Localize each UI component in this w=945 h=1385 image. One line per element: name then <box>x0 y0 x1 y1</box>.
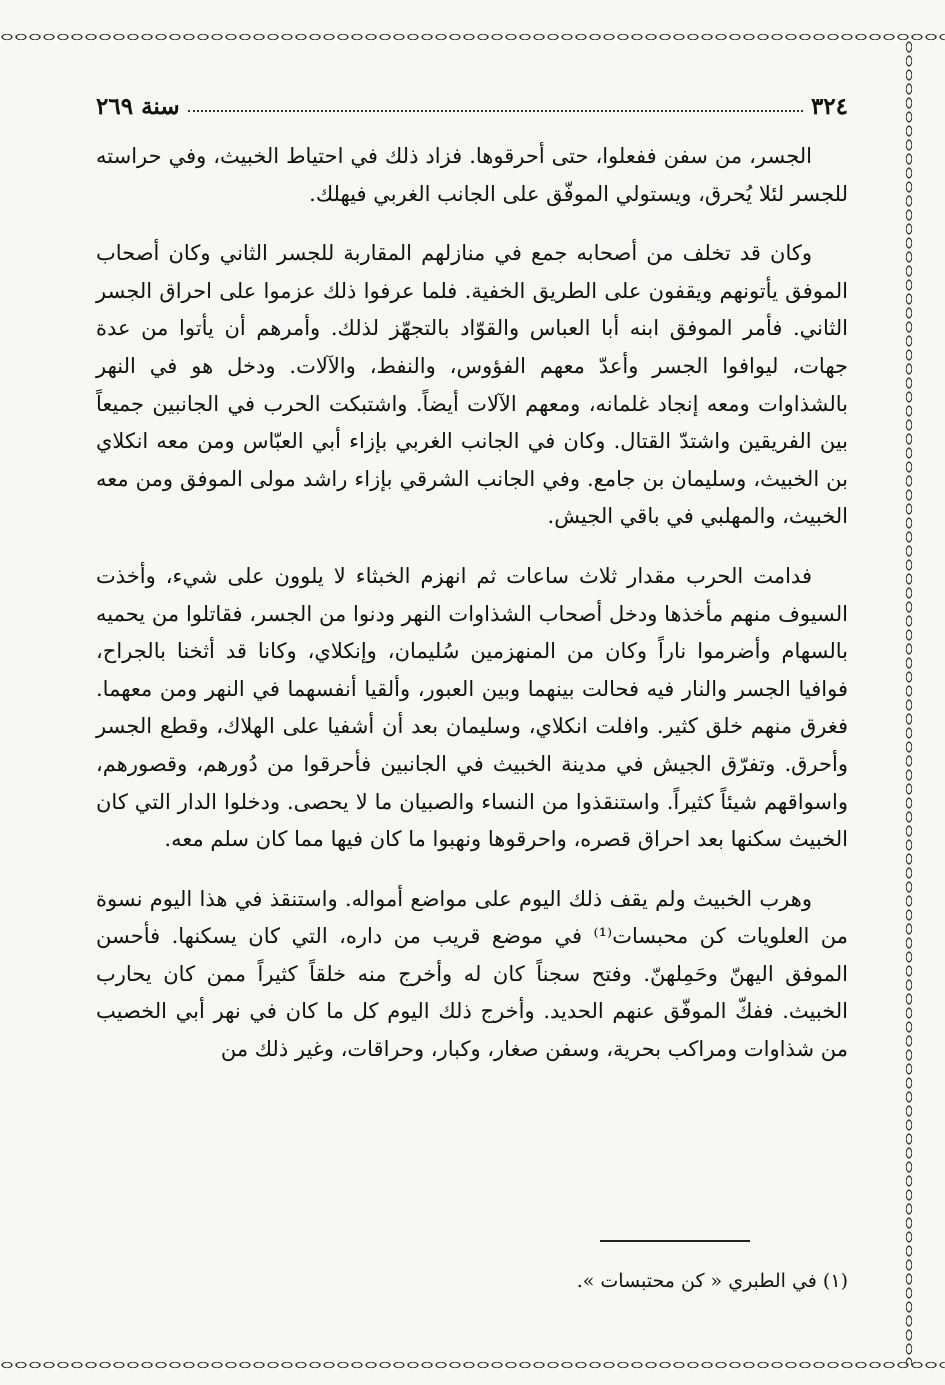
body-text <box>96 138 848 1069</box>
decorative-border-bottom <box>0 1358 945 1372</box>
page-number: ٣٢٤ <box>810 93 848 120</box>
paragraph-1: الجسر، من سفن ففعلوا، حتى أحرقوها. فزاد ذلك في احتياط الخبيث، وفي حراسته للجسر لئلا يُحرق، ويستولي الموفّق على الجانب الغربي فيهلك. <box>96 144 848 206</box>
paragraph-2: وكان قد تخلف من أصحابه جمع في منازلهم المقاربة للجسر الثاني وكان أصحاب الموفق يأتونهم ويقفون على الطريق الخفية. فلما عرفوا ذلك عزموا على احراق الجسر الثاني. فأمر الموفق ابنه أبا العباس والقوّاد بالتجهّز لذلك. وأمرهم أن يأتوا من عدة جهات، ليوافوا الجسر وأعدّ معهم الفؤوس، والنفط، والآلات. ودخل هو في النهر بالشذاوات ومعه إنجاد غلمانه، ومعهم الآلات أيضاً. واشتبكت الحرب في الجانبين جميعاً بين الفريقين واشتدّ القتال. وكان في الجانب الغربي بإزاء أبي العبّاس ومن معه انكلاي بن الخبيث، وسليمان بن جامع. وفي الجانب الشرقي بإزاء راشد مولى الموفق ومن معه الخبيث، والمهلبي في باقي الجيش. <box>96 241 848 529</box>
footnote: (١) في الطبري « كن محتبسات ». <box>576 1270 848 1292</box>
year-label: سنة ٢٦٩ <box>96 93 180 120</box>
header-dots <box>188 110 803 112</box>
page-content <box>96 88 848 1338</box>
running-header <box>96 88 848 120</box>
paragraph-4: وهرب الخبيث ولم يقف ذلك اليوم على مواضع أمواله. واستنقذ في هذا اليوم نسوة من العلويات كن محبسات⁽¹⁾ في موضع قريب من داره، التي كان يسكنها. فأحسن الموفق اليهنّ وحَمِلهنّ. وفتح سجناً كان له وأخرج منه خلقاً كثيراً ممن كان يحارب الخبيث. ففكّ الموفّق عنهم الحديد. وأخرج ذلك اليوم كل ما كان في نهر أبي الخصيب من شذاوات ومراكب بحرية، وسفن صغار، وكبار، وحراقات، وغير ذلك من <box>96 886 848 1062</box>
paragraph-3: فدامت الحرب مقدار ثلاث ساعات ثم انهزم الخبثاء لا يلوون على شيء، وأخذت السيوف منهم مأخذها ودخل أصحاب الشذاوات النهر ودنوا من الجسر، فقاتلوا من يحميه بالسهام وأضرموا ناراً وكان من المنهزمين سُليمان، وإنكلاي، وكانا قد أثخنا بالجراح، فوافيا الجسر والنار فيه فحالت بينهما وبين العبور، وألقيا أنفسهما في النهر ومن معهما. فغرق منهم خلق كثير. وافلت انكلاي، وسليمان بعد أن أشفيا على الهلاك، وقطع الجسر وأحرق. وتفرّق الجيش في مدينة الخبيث في الجانبين فأحرقوا من دُورهم، وقصورهم، واسواقهم شيئاً كثيراً. واستنقذوا من النساء والصبيان ما لا يحصى. ودخلوا الدار التي كان الخبيث سكنها بعد احراق قصره، واحرقوها ونهبوا ما كان فيها مما كان سلم معه. <box>96 563 848 852</box>
decorative-border-top <box>0 30 945 44</box>
decorative-border-right <box>902 40 916 1365</box>
footnote-rule <box>600 1240 750 1242</box>
